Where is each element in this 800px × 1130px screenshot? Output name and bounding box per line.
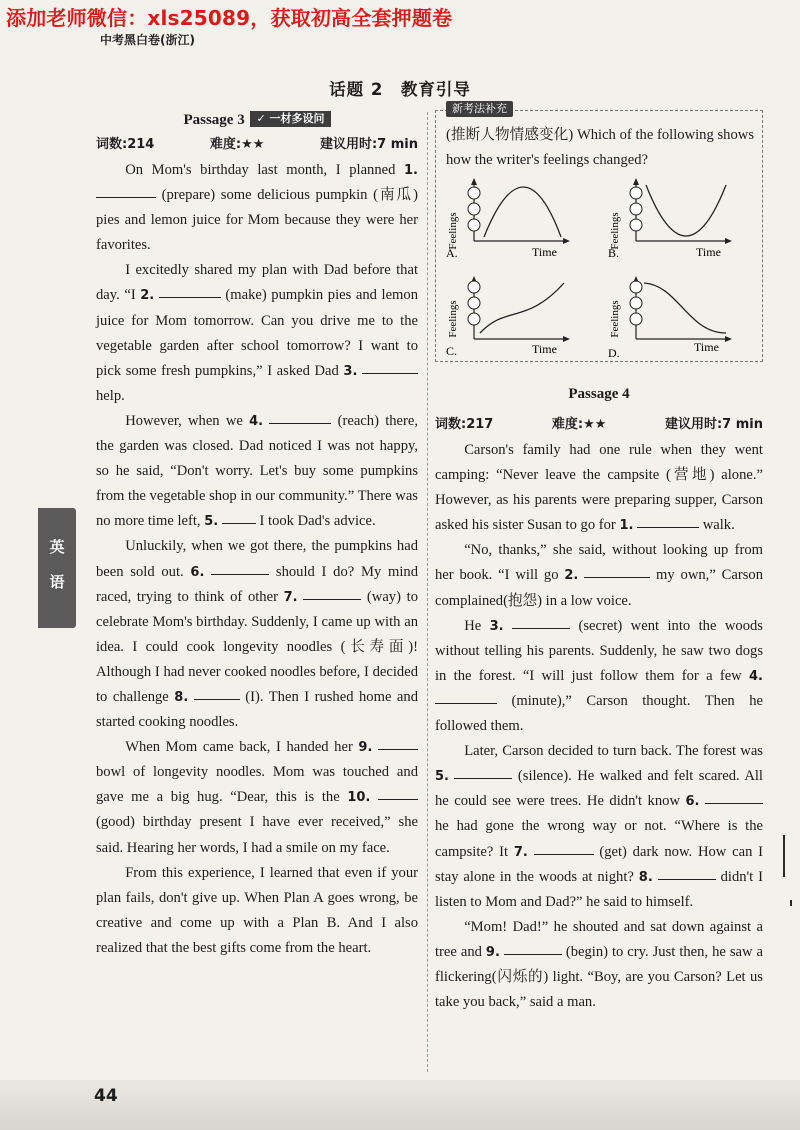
neutral-face (468, 203, 480, 215)
x-arrow (725, 336, 732, 342)
column-divider (427, 112, 428, 1072)
answer-blank-7[interactable] (534, 853, 594, 855)
sad-face (468, 313, 480, 325)
answer-blank-2[interactable] (159, 296, 221, 298)
graph-xlabel: Time (532, 342, 557, 356)
graph-ylabel: Feelings (447, 212, 459, 250)
feelings-curve (646, 185, 726, 236)
text-run: help. (96, 387, 125, 404)
x-arrow (563, 238, 570, 244)
passage-3-column (96, 108, 418, 961)
sad-face (630, 313, 642, 325)
blank-number: 3. (489, 618, 504, 634)
passage-3-paragraph-5 (96, 735, 418, 860)
passage-3-paragraph-3 (96, 409, 418, 534)
passage-3-paragraph-2 (96, 258, 418, 409)
graph-option-a[interactable] (446, 177, 596, 269)
answer-blank-4[interactable] (435, 702, 497, 704)
option-label: B. (608, 246, 620, 260)
text-run: (good) birthday present I have ever received,” she said. Hearing her words, I had a smile on my face. (96, 814, 418, 856)
graph-option-d[interactable] (608, 275, 758, 367)
happy-face (468, 187, 480, 199)
sad-face (630, 219, 642, 231)
graph-xlabel: Time (696, 245, 721, 259)
feelings-graphs (446, 173, 754, 369)
answer-blank-5[interactable] (222, 522, 256, 524)
blank-number: 9. (358, 740, 373, 756)
x-arrow (725, 238, 732, 244)
passage-4-paragraph-3 (435, 614, 763, 739)
feelings-curve (644, 283, 726, 333)
passage-4-paragraph-1 (435, 438, 763, 538)
answer-blank-8[interactable] (658, 878, 716, 880)
text-run: (minute),” Carson thought. Then he followed them. (435, 692, 763, 735)
text-run: (secret) went into the woods without telling his parents. Suddenly, he saw two dogs in the forest. “I will just follow them for a few (435, 617, 763, 684)
blank-number: 1. (404, 163, 418, 178)
blank-number: 4. (249, 413, 264, 429)
text-run: bowl of longevity noodles. Mom was touched and gave me a big hug. “Dear, this is the (96, 764, 418, 806)
passage-4-paragraph-4 (435, 739, 763, 915)
sad-face (468, 219, 480, 231)
blank-number: 6. (190, 564, 205, 580)
side-tab-char: 英 (49, 538, 65, 556)
y-arrow (471, 178, 477, 185)
text-run: (silence). He walked and felt scared. All he could see were trees. He didn't know (435, 768, 763, 810)
answer-blank-6[interactable] (705, 802, 763, 804)
graph-ylabel: Feelings (609, 212, 621, 250)
blank-number: 4. (749, 668, 763, 684)
text-run: “No, thanks,” she said, without looking up from her book. “I will go (435, 542, 763, 584)
text-run: Carson's family had one rule when they went camping: “Never leave the campsite (营地) alone.” However, as his parents were preparing supper, Carson asked his sister Susan to go for (435, 442, 763, 534)
blank-number: 7. (513, 844, 528, 860)
graph-option-b[interactable] (608, 177, 758, 269)
edge-mark (783, 835, 785, 877)
text-run: should I do? My mind raced, trying to think of other (96, 563, 418, 605)
neutral-face (630, 297, 642, 309)
side-tab-char: 语 (49, 573, 65, 591)
text-run: (I). Then I rushed home and started cooking noodles. (96, 688, 419, 731)
text-run: he had gone the wrong way or not. “Where is the campsite? It (435, 818, 763, 860)
graph-xlabel: Time (694, 340, 719, 354)
topic-title: 话题 2 教育引导 (329, 80, 471, 99)
answer-blank-9[interactable] (378, 748, 418, 750)
feelings-curve (484, 187, 561, 237)
right-column (435, 102, 763, 1015)
option-label: A. (446, 246, 458, 260)
answer-blank-3[interactable] (362, 372, 418, 374)
passage-3-meta (96, 132, 418, 158)
text-run: (way) to celebrate Mom's birthday. Suddenly, I came up with an idea. I could cook longevity noodles (长寿面)! Although I had never cooked noodles before, I decided to challenge (96, 588, 418, 705)
answer-blank-1[interactable] (637, 526, 699, 528)
neutral-face (630, 203, 642, 215)
suggested-time: 建议用时:7 min (664, 417, 763, 432)
answer-blank-4[interactable] (269, 422, 331, 424)
answer-blank-1[interactable] (96, 196, 156, 198)
text-run: “Mom! Dad!” he shouted and sat down against a tree and (435, 918, 763, 960)
text-run: (prepare) some delicious pumpkin (南瓜) pies and lemon juice for Mom because they were her favorites. (96, 187, 418, 254)
badge-label: 一材多设问 (269, 112, 325, 125)
new-question-box (435, 102, 763, 362)
blank-number: 2. (140, 288, 155, 304)
y-arrow (633, 178, 639, 185)
blank-number: 10. (347, 790, 371, 806)
passage-3-paragraph-6: From this experience, I learned that even if your plan fails, don't give up. When Plan A goes wrong, be creative and come up with a Plan B. And I also realized that the best gifts come from the heart. (96, 864, 418, 956)
blank-number: 8. (174, 689, 189, 705)
word-count: 词数:214 (96, 137, 155, 152)
blank-number: 6. (685, 794, 700, 810)
word-count: 词数:217 (435, 417, 494, 432)
text-run: On Mom's birthday last month, I planned (125, 162, 405, 178)
text-run: walk. (699, 517, 735, 534)
answer-blank-5[interactable] (454, 777, 512, 779)
neutral-face (468, 297, 480, 309)
passage-4-heading: Passage 4 (568, 386, 630, 402)
watermark-banner: 添加老师微信：xls25089，获取初高全套押题卷 (6, 6, 453, 30)
graph-xlabel: Time (532, 245, 557, 259)
happy-face (468, 281, 480, 293)
check-icon: ✓ (256, 112, 266, 125)
difficulty-rating: 难度:★★ (209, 137, 265, 152)
blank-number: 5. (435, 769, 449, 785)
new-question-tag: 新考法补充 (446, 101, 513, 117)
passage-3-paragraph-4 (96, 534, 418, 735)
answer-blank-10[interactable] (378, 798, 418, 800)
happy-face (630, 281, 642, 293)
text-run: When Mom came back, I handed her (125, 739, 359, 756)
blank-number: 5. (204, 514, 219, 530)
subject-side-tab (38, 508, 76, 628)
answer-blank-7[interactable] (303, 598, 361, 600)
blank-number: 8. (638, 869, 653, 885)
multi-question-badge (250, 111, 330, 127)
x-arrow (563, 336, 570, 342)
blank-number: 9. (485, 944, 500, 960)
text-run: my own,” Carson complained(抱怨) in a low voice. (435, 567, 763, 609)
page-number: 44 (94, 1086, 118, 1106)
passage-4-meta (435, 412, 763, 438)
option-label: D. (608, 346, 620, 360)
passage-3-title: Passage 3 (183, 112, 245, 128)
graph-ylabel: Feelings (447, 300, 459, 338)
answer-blank-9[interactable] (504, 953, 562, 955)
option-label: C. (446, 344, 458, 358)
text-run: didn't I listen to Mom and Dad?” he said to himself. (435, 868, 763, 910)
text-run: (begin) to cry. Just then, he saw a flickering(闪烁的) light. “Boy, are you Carson? Let us take you back,” said a man. (435, 943, 763, 1011)
graph-option-c[interactable] (446, 275, 596, 367)
page-bottom-shadow (0, 1080, 800, 1130)
blank-number: 7. (283, 589, 298, 605)
suggested-time: 建议用时:7 min (319, 137, 418, 152)
new-question-text: (推断人物情感变化) Which of the following shows how the writer's feelings changed? (446, 127, 754, 168)
text-run: However, when we (125, 412, 250, 429)
text-run: (get) dark now. How can I stay alone in the woods at night? (435, 843, 763, 885)
blank-number: 3. (343, 363, 358, 379)
text-run: (reach) there, the garden was closed. Dad noticed I was not happy, so he said, “Don't worry. Let's buy some pumpkins from the vegetable shop in our community.” There was no more time left, (96, 412, 419, 530)
blank-number: 2. (564, 568, 579, 584)
happy-face (630, 187, 642, 199)
edge-mark (790, 900, 792, 906)
text-run: (make) pumpkin pies and lemon juice for Mom tomorrow. Can you drive me to the vegetable garden after school tomorrow? I want to pick some fresh pumpkins,” I asked Dad (96, 287, 418, 379)
text-run: I took Dad's advice. (255, 513, 376, 530)
passage-3-heading (96, 108, 418, 132)
difficulty-rating: 难度:★★ (551, 417, 607, 432)
text-run: I excitedly shared my plan with Dad before that day. “I (96, 262, 418, 304)
feelings-curve (480, 283, 564, 333)
text-run: Later, Carson decided to turn back. The forest was (464, 743, 763, 760)
answer-blank-6[interactable] (211, 573, 269, 575)
passage-4-paragraph-5 (435, 915, 763, 1015)
text-run: Unluckily, when we got there, the pumpkins had been sold out. (96, 538, 418, 580)
text-run: He (464, 617, 490, 634)
blank-number: 1. (619, 518, 634, 534)
answer-blank-2[interactable] (584, 576, 650, 578)
book-title: 中考黑白卷(浙江) (100, 33, 195, 47)
graph-ylabel: Feelings (609, 300, 621, 338)
answer-blank-3[interactable] (512, 627, 570, 629)
passage-3-paragraph-1 (96, 158, 418, 258)
answer-blank-8[interactable] (194, 698, 240, 700)
passage-4-paragraph-2 (435, 538, 763, 613)
